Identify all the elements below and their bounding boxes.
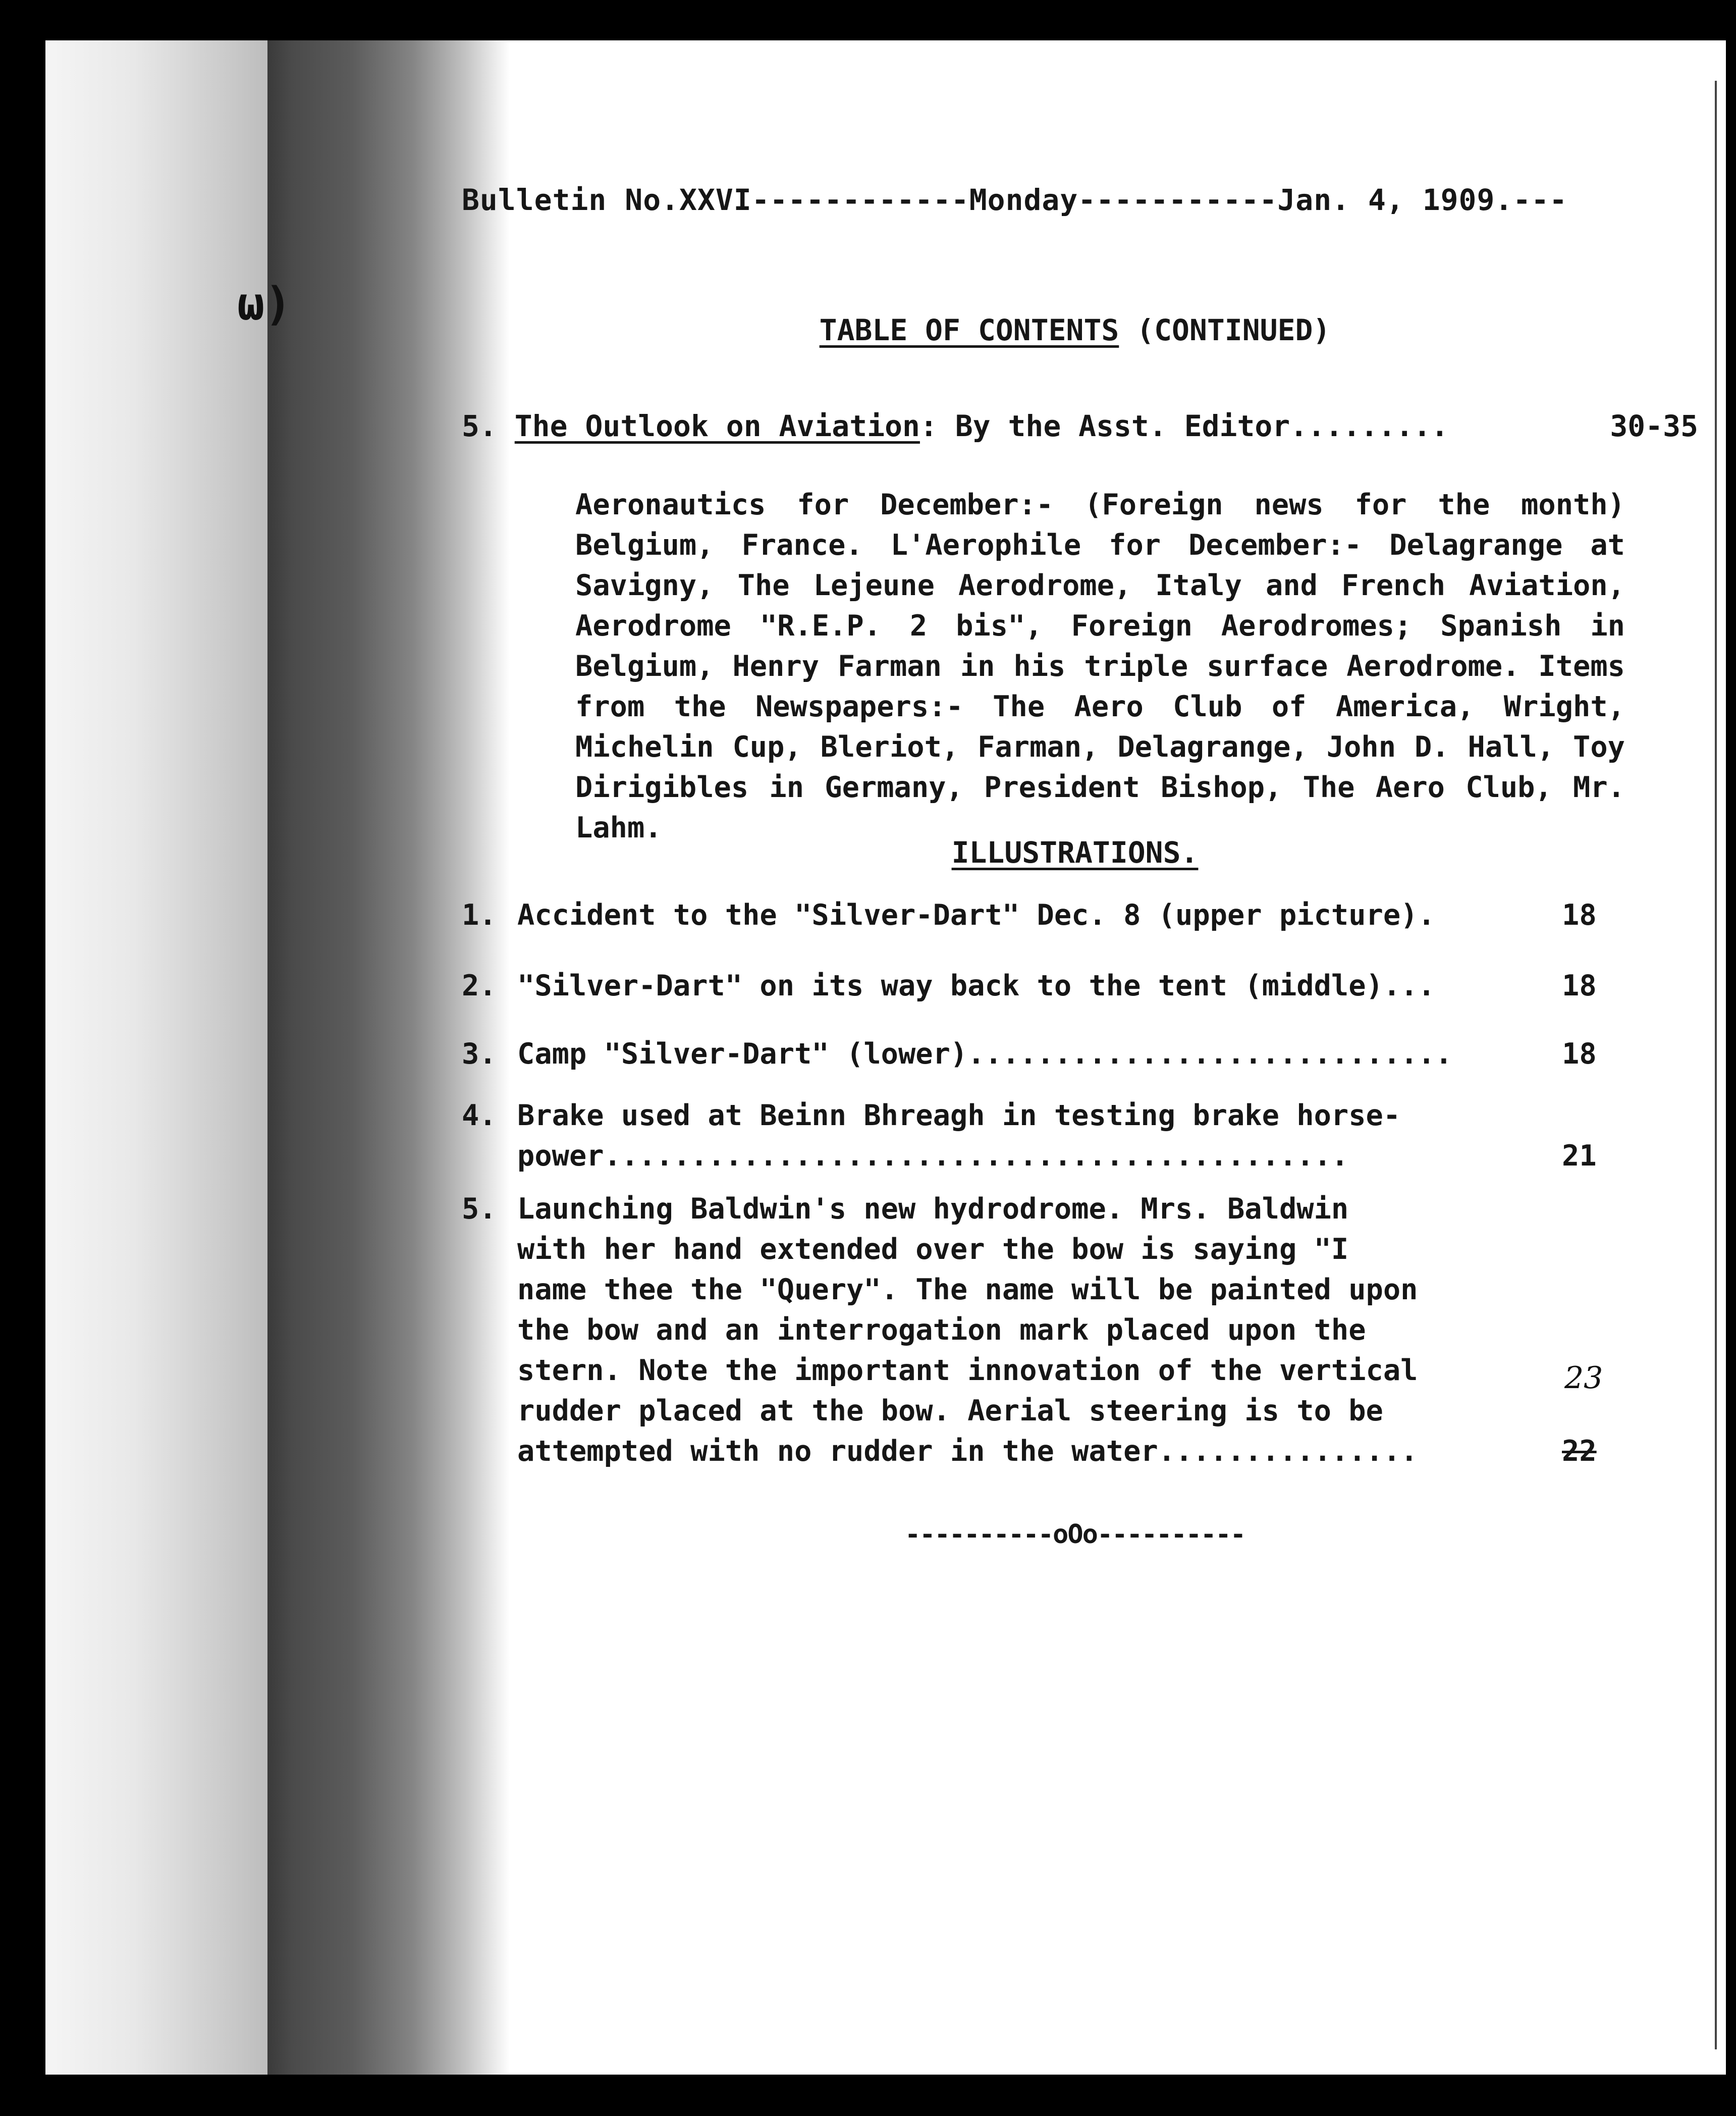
illustration-number: 3. — [462, 1037, 497, 1071]
illustration-caption: Camp "Silver-Dart" (lower)............................ — [517, 1037, 1453, 1071]
illustration-number: 4. — [462, 1099, 497, 1132]
illustration-caption: Brake used at Beinn Bhreagh in testing brake horse- power........................................... — [517, 1099, 1401, 1173]
illustration-number: 1. — [462, 898, 497, 932]
margin-mark: ω) — [237, 278, 292, 331]
illustration-page: 21 — [1562, 1139, 1597, 1173]
illustration-page: 22 — [1562, 1435, 1597, 1468]
toc-title-main: TABLE OF CONTENTS — [819, 313, 1119, 347]
typed-content — [459, 40, 1701, 2075]
illustration-page: 18 — [1562, 898, 1597, 932]
bulletin-header: Bulletin No.XXVI------------Monday-----------Jan. 4, 1909.--- — [462, 183, 1568, 217]
illustration-number: 2. — [462, 969, 497, 1002]
toc-item-5-description: Aeronautics for December:- (Foreign news for the month) Belgium, France. L'Aerophile for December:- Delagrange at Savigny, The Lejeune Aerodrome, Italy and French Aviation, Aerodrome "R.E.P. 2 bis", Foreign Aerodromes; Spanish in Belgium, Henry Farman in his triple surface Aerodrome. Items from the Newspapers:- The Aero Club of America, Wright, Michelin Cup, Bleriot, Farman, Delagrange, John D. Hall, Toy Dirigibles in Germany, President Bishop, The Aero Club, Mr. Lahm. — [575, 488, 1625, 844]
toc-item-5 — [462, 409, 1698, 443]
illustration-caption: Accident to the "Silver-Dart" Dec. 8 (upper picture). — [517, 898, 1435, 932]
toc-title — [459, 313, 1691, 347]
toc-item-pages: 30-35 — [1610, 409, 1698, 443]
toc-item-byline: : By the Asst. Editor......... — [919, 409, 1449, 443]
document-page — [45, 40, 1726, 2075]
toc-item-number: 5. — [462, 409, 497, 443]
illustration-page: 18 — [1562, 1037, 1597, 1071]
section-divider: ----------oOo---------- — [904, 1519, 1245, 1550]
page-edge — [1715, 81, 1717, 2049]
illustration-caption: Launching Baldwin's new hydrodrome. Mrs. Baldwin with her hand extended over the bow is saying "I name thee the "Query". The name will be painted upon the bow and an interrogation mark placed upon the stern. Note the important innovation of the vertical rudder placed at the bow. Aerial steering is to be attempted with no rudder in the water............... — [517, 1192, 1418, 1468]
illustrations-title — [459, 835, 1691, 870]
left-page-strip — [45, 40, 267, 2075]
illustrations-title-text: ILLUSTRATIONS. — [951, 835, 1199, 870]
handwritten-page-correction: 23 — [1564, 1360, 1603, 1396]
illustration-caption: "Silver-Dart" on its way back to the tent (middle)... — [517, 969, 1435, 1002]
illustration-number: 5. — [462, 1192, 497, 1226]
toc-title-suffix: (CONTINUED) — [1119, 313, 1331, 347]
toc-item-title: The Outlook on Aviation — [514, 409, 920, 443]
illustration-page: 18 — [1562, 969, 1597, 1002]
